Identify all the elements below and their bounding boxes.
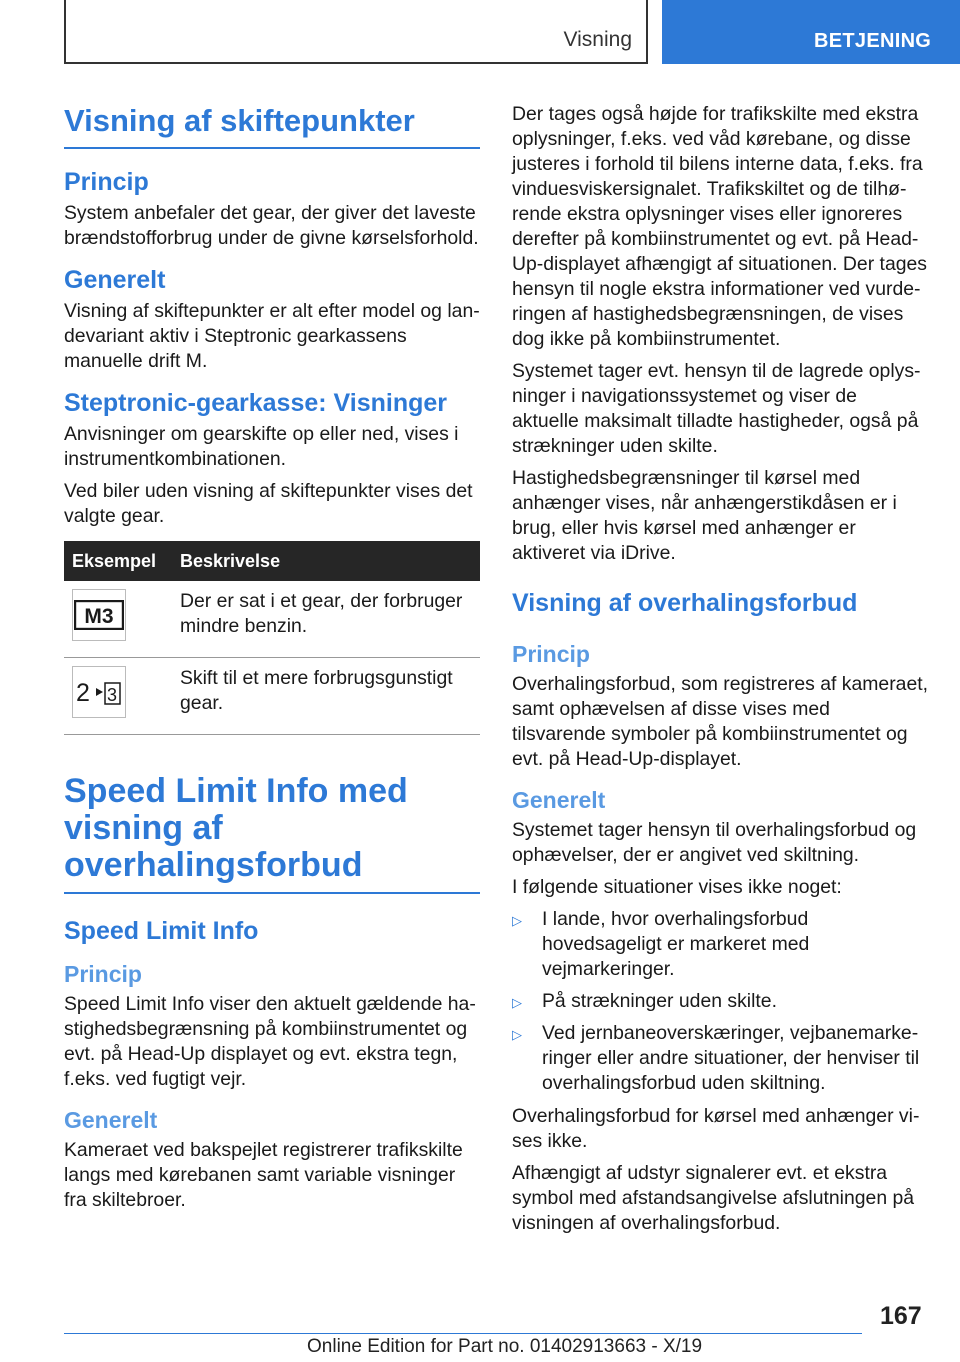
bullet-triangle-icon: ▷ — [512, 913, 522, 928]
princip-text: System anbefaler det gear, der giver det laveste brændstofforbrug under de givne kørselsforhold. — [64, 202, 479, 249]
heading-overtaking-generelt: Generelt — [512, 787, 606, 813]
footer-edition: Online Edition for Part no. 01402913663 - X/19 — [307, 1336, 703, 1357]
table-row — [64, 658, 480, 735]
right-paragraph-2: Systemet tager evt. hensyn til de lagrede oplysninger i navigationssystemet og viser de aktuelle maksimalt tilladte hastigheder, også på strækninger uden skilte. — [512, 360, 921, 457]
chapter-tab — [662, 0, 960, 64]
table-cell-description: Der er sat i et gear, der forbruger mindre benzin. — [172, 581, 480, 658]
gear-display-table — [64, 541, 480, 735]
right-paragraph-1: Der tages også højde for trafikskilte med ekstra oplysninger, f.eks. ved våd kørebane, og disse justeres i forhold til bilens interne data, f.eks. fra vinduesviskersignalet. Trafikskiltet og de tilhørende ekstra oplysninger vises eller ignoreres derefter på kombiinstrumentet og evt. på Head-Up-displayet afhængigt af situationen. Der tages hensyn til nogle ekstra informationer ved vurderingen af hastighedsbegrænsningen, de vises dog ikke på kombiinstrumentet. — [512, 103, 927, 350]
list-intro: I følgende situationer vises ikke noget: — [512, 876, 842, 898]
heading-sli: Speed Limit Info — [64, 917, 259, 945]
overtaking-princip-text: Overhalingsforbud, som registreres af kameraet, samt ophævelsen af disse vises med tilsvarende symboler på kombiinstrumentet og evt. på Head-Up-displayet. — [512, 673, 928, 770]
right-paragraph-4: Overhalingsforbud for kørsel med anhænger vises ikke. — [512, 1105, 920, 1152]
steptronic-text-1: Anvisninger om gearskifte op eller ned, vises i instrumentkombinationen. — [64, 423, 459, 470]
heading-shift-points: Visning af skiftepunkter — [64, 103, 415, 138]
list-item: ▷ I lande, hvor overhalingsforbud hovedsageligt er markeret med vejmarkeringer. — [512, 908, 810, 980]
heading-overtaking: Visning af overhalingsforbud — [512, 589, 858, 617]
speed-section-heading-block — [64, 773, 480, 894]
list-item: ▷ På strækninger uden skilte. — [512, 990, 777, 1012]
header-section-title: Visning — [563, 28, 632, 51]
table-row — [64, 581, 480, 658]
bullet-triangle-icon: ▷ — [512, 995, 522, 1010]
gear-m3-icon — [72, 589, 126, 641]
heading-speed-limit-info: Speed Limit Info med visning af overhalingsforbud — [64, 772, 408, 884]
left-column — [64, 102, 480, 1220]
heading-overtaking-princip: Princip — [512, 641, 590, 667]
table-cell-icon — [64, 581, 172, 658]
shift-up-indicator-icon — [72, 666, 126, 718]
situation-list — [512, 907, 928, 1096]
footer-divider — [64, 1333, 862, 1334]
heading-generelt: Generelt — [64, 266, 166, 294]
page-number: 167 — [880, 1302, 922, 1330]
header-frame — [64, 0, 648, 64]
list-item: ▷ Ved jernbaneoverskæringer, vejbanemarkeringer eller andre situationer, der henviser til overhalingsforbud uden skiltning. — [512, 1022, 920, 1094]
heading-princip: Princip — [64, 168, 149, 196]
heading-sli-princip: Princip — [64, 961, 142, 987]
generelt-text: Visning af skiftepunkter er alt efter model og landevariant aktiv i Steptronic gearkassens manuelle drift M. — [64, 300, 480, 372]
overtaking-generelt-text: Systemet tager hensyn til overhalingsforbud og ophævelser, der er angivet ved skiltning. — [512, 819, 917, 866]
sli-princip-text: Speed Limit Info viser den aktuelt gældende hastighedsbegrænsning på kombiinstrumentet og evt. på Head-Up displayet og evt. ekstra tegn, f.eks. ved fugtigt vejr. — [64, 993, 476, 1090]
shift-section-heading-block — [64, 102, 480, 149]
right-column — [512, 102, 928, 1243]
right-paragraph-3: Hastighedsbegrænsninger til kørsel med anhænger vises, når anhængerstikdåsen er i brug, eller hvis kørsel med anhænger er aktiveret via iDrive. — [512, 467, 897, 564]
right-paragraph-5: Afhængigt af udstyr signalerer evt. et ekstra symbol med afstandsangivelse afslutningen på visningen af overhalingsforbud. — [512, 1162, 915, 1234]
table-header-example: Eksempel — [64, 541, 172, 581]
heading-steptronic: Steptronic-gearkasse: Visninger — [64, 389, 448, 417]
gear-from-label: 2 — [76, 679, 90, 707]
table-header-description: Beskrivelse — [172, 541, 480, 581]
gear-m3-label: M3 — [84, 605, 114, 628]
chapter-label: BETJENING — [814, 30, 932, 52]
bullet-triangle-icon: ▷ — [512, 1027, 522, 1042]
steptronic-text-2: Ved biler uden visning af skiftepunkter vises det valgte gear. — [64, 480, 473, 527]
sli-generelt-text: Kameraet ved bakspejlet registrerer trafikskilte langs med kørebanen samt variable visninger fra skiltebroer. — [64, 1139, 463, 1211]
table-header-row — [64, 541, 480, 581]
table-cell-icon — [64, 658, 172, 735]
gear-to-label: 3 — [106, 685, 118, 705]
table-cell-description: Skift til et mere forbrugsgunstigt gear. — [172, 658, 480, 735]
heading-sli-generelt: Generelt — [64, 1107, 158, 1133]
